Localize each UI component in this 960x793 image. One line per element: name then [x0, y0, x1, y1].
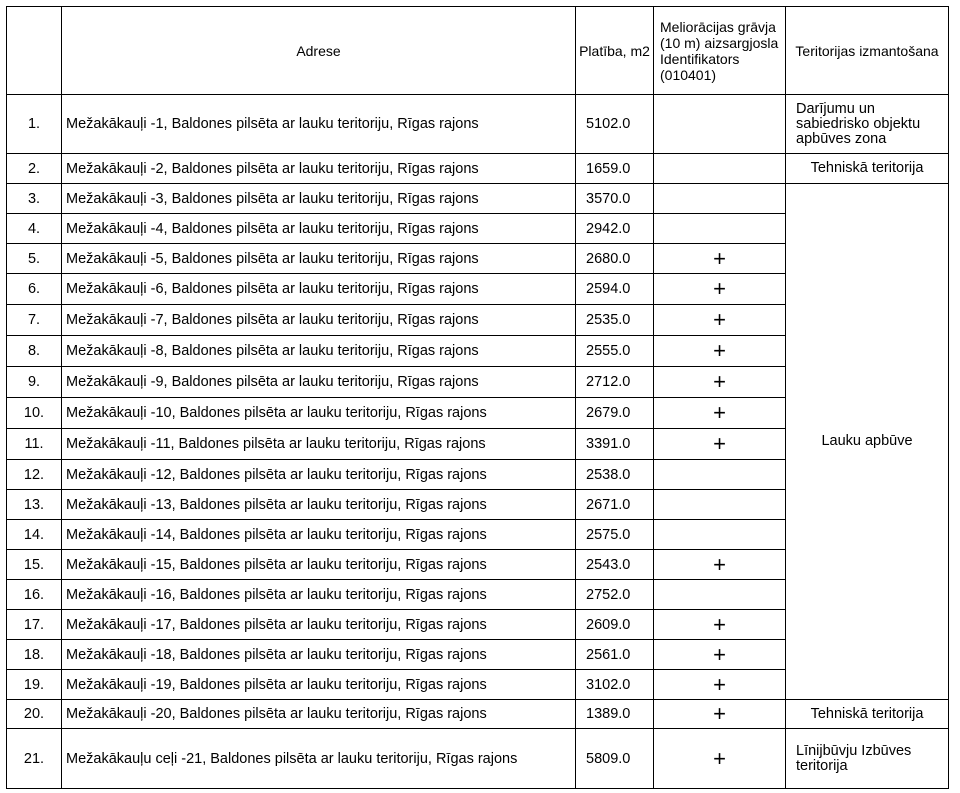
row-melioration-mark: +: [654, 640, 786, 670]
land-use-business: Darījumu un sabiedrisko objektu apbūves zona: [786, 95, 949, 154]
row-melioration-mark: +: [654, 274, 786, 305]
row-number: 20.: [7, 700, 62, 729]
row-area: 2594.0: [576, 274, 654, 305]
row-number: 15.: [7, 550, 62, 580]
table-row: [7, 700, 949, 729]
row-melioration-mark: +: [654, 729, 786, 789]
row-address: Mežakākauļi -13, Baldones pilsēta ar lauku teritoriju, Rīgas rajons: [62, 490, 576, 520]
header-number: [7, 7, 62, 95]
row-melioration-mark: [654, 184, 786, 214]
row-number: 16.: [7, 580, 62, 610]
row-address: Mežakākauļi -17, Baldones pilsēta ar lauku teritoriju, Rīgas rajons: [62, 610, 576, 640]
row-area: 5102.0: [576, 95, 654, 154]
row-area: 1389.0: [576, 700, 654, 729]
row-area: 2543.0: [576, 550, 654, 580]
row-address: Mežakākauļi -5, Baldones pilsēta ar lauku teritoriju, Rīgas rajons: [62, 244, 576, 274]
row-melioration-mark: [654, 520, 786, 550]
land-use-technical: Tehniskā teritorija: [786, 154, 949, 184]
row-address: Mežakākauļi -2, Baldones pilsēta ar lauku teritoriju, Rīgas rajons: [62, 154, 576, 184]
row-melioration-mark: +: [654, 610, 786, 640]
row-area: 3570.0: [576, 184, 654, 214]
row-area: 2752.0: [576, 580, 654, 610]
row-melioration-mark: +: [654, 367, 786, 398]
row-number: 3.: [7, 184, 62, 214]
row-number: 10.: [7, 398, 62, 429]
row-address: Mežakākauļu ceļi -21, Baldones pilsēta ar lauku teritoriju, Rīgas rajons: [62, 729, 576, 789]
row-number: 5.: [7, 244, 62, 274]
row-number: 4.: [7, 214, 62, 244]
row-melioration-mark: +: [654, 429, 786, 460]
row-area: 2942.0: [576, 214, 654, 244]
row-area: 1659.0: [576, 154, 654, 184]
row-number: 19.: [7, 670, 62, 700]
row-melioration-mark: [654, 214, 786, 244]
land-use-rural: Lauku apbūve: [786, 184, 949, 700]
row-address: Mežakākauļi -7, Baldones pilsēta ar lauku teritoriju, Rīgas rajons: [62, 305, 576, 336]
row-area: 2679.0: [576, 398, 654, 429]
row-number: 6.: [7, 274, 62, 305]
row-melioration-mark: [654, 460, 786, 490]
row-number: 13.: [7, 490, 62, 520]
row-address: Mežakākauļi -18, Baldones pilsēta ar lauku teritoriju, Rīgas rajons: [62, 640, 576, 670]
row-area: 2555.0: [576, 336, 654, 367]
row-melioration-mark: [654, 490, 786, 520]
table-row: [7, 154, 949, 184]
header-area: Platība, m2: [576, 7, 654, 95]
row-number: 21.: [7, 729, 62, 789]
row-melioration-mark: [654, 154, 786, 184]
row-melioration-mark: +: [654, 670, 786, 700]
row-address: Mežakākauļi -14, Baldones pilsēta ar lauku teritoriju, Rīgas rajons: [62, 520, 576, 550]
land-use-technical: Tehniskā teritorija: [786, 700, 949, 729]
table-row: [7, 95, 949, 154]
row-number: 14.: [7, 520, 62, 550]
row-address: Mežakākauļi -8, Baldones pilsēta ar lauku teritoriju, Rīgas rajons: [62, 336, 576, 367]
row-number: 11.: [7, 429, 62, 460]
row-melioration-mark: +: [654, 244, 786, 274]
row-address: Mežakākauļi -6, Baldones pilsēta ar lauku teritoriju, Rīgas rajons: [62, 274, 576, 305]
row-melioration-mark: +: [654, 305, 786, 336]
row-area: 2609.0: [576, 610, 654, 640]
table-row: [7, 729, 949, 789]
parcel-table: [6, 6, 949, 789]
row-address: Mežakākauļi -19, Baldones pilsēta ar lauku teritoriju, Rīgas rajons: [62, 670, 576, 700]
row-address: Mežakākauļi -15, Baldones pilsēta ar lauku teritoriju, Rīgas rajons: [62, 550, 576, 580]
row-address: Mežakākauļi -10, Baldones pilsēta ar lauku teritoriju, Rīgas rajons: [62, 398, 576, 429]
row-address: Mežakākauļi -1, Baldones pilsēta ar lauku teritoriju, Rīgas rajons: [62, 95, 576, 154]
row-number: 12.: [7, 460, 62, 490]
table-row: [7, 184, 949, 214]
row-area: 2561.0: [576, 640, 654, 670]
row-number: 9.: [7, 367, 62, 398]
row-area: 5809.0: [576, 729, 654, 789]
header-land-use: Teritorijas izmantošana: [786, 7, 949, 95]
row-number: 2.: [7, 154, 62, 184]
row-area: 2671.0: [576, 490, 654, 520]
row-area: 2712.0: [576, 367, 654, 398]
row-area: 3102.0: [576, 670, 654, 700]
row-area: 2680.0: [576, 244, 654, 274]
row-melioration-mark: +: [654, 398, 786, 429]
row-address: Mežakākauļi -4, Baldones pilsēta ar lauku teritoriju, Rīgas rajons: [62, 214, 576, 244]
row-number: 8.: [7, 336, 62, 367]
row-address: Mežakākauļi -3, Baldones pilsēta ar lauku teritoriju, Rīgas rajons: [62, 184, 576, 214]
row-melioration-mark: +: [654, 700, 786, 729]
land-use-linear: Līnijbūvju Izbūves teritorija: [786, 729, 949, 789]
row-melioration-mark: +: [654, 336, 786, 367]
row-address: Mežakākauļi -12, Baldones pilsēta ar lauku teritoriju, Rīgas rajons: [62, 460, 576, 490]
row-melioration-mark: +: [654, 550, 786, 580]
header-melioration: Meliorācijas grāvja (10 m) aizsargjosla Identifikators (010401): [654, 7, 786, 95]
row-area: 2575.0: [576, 520, 654, 550]
row-area: 3391.0: [576, 429, 654, 460]
row-melioration-mark: [654, 95, 786, 154]
header-address: Adrese: [62, 7, 576, 95]
row-number: 7.: [7, 305, 62, 336]
row-melioration-mark: [654, 580, 786, 610]
row-area: 2535.0: [576, 305, 654, 336]
row-number: 17.: [7, 610, 62, 640]
row-number: 1.: [7, 95, 62, 154]
row-address: Mežakākauļi -9, Baldones pilsēta ar lauku teritoriju, Rīgas rajons: [62, 367, 576, 398]
row-address: Mežakākauļi -11, Baldones pilsēta ar lauku teritoriju, Rīgas rajons: [62, 429, 576, 460]
row-address: Mežakākauļi -20, Baldones pilsēta ar lauku teritoriju, Rīgas rajons: [62, 700, 576, 729]
table-header-row: [7, 7, 949, 95]
row-number: 18.: [7, 640, 62, 670]
row-address: Mežakākauļi -16, Baldones pilsēta ar lauku teritoriju, Rīgas rajons: [62, 580, 576, 610]
row-area: 2538.0: [576, 460, 654, 490]
